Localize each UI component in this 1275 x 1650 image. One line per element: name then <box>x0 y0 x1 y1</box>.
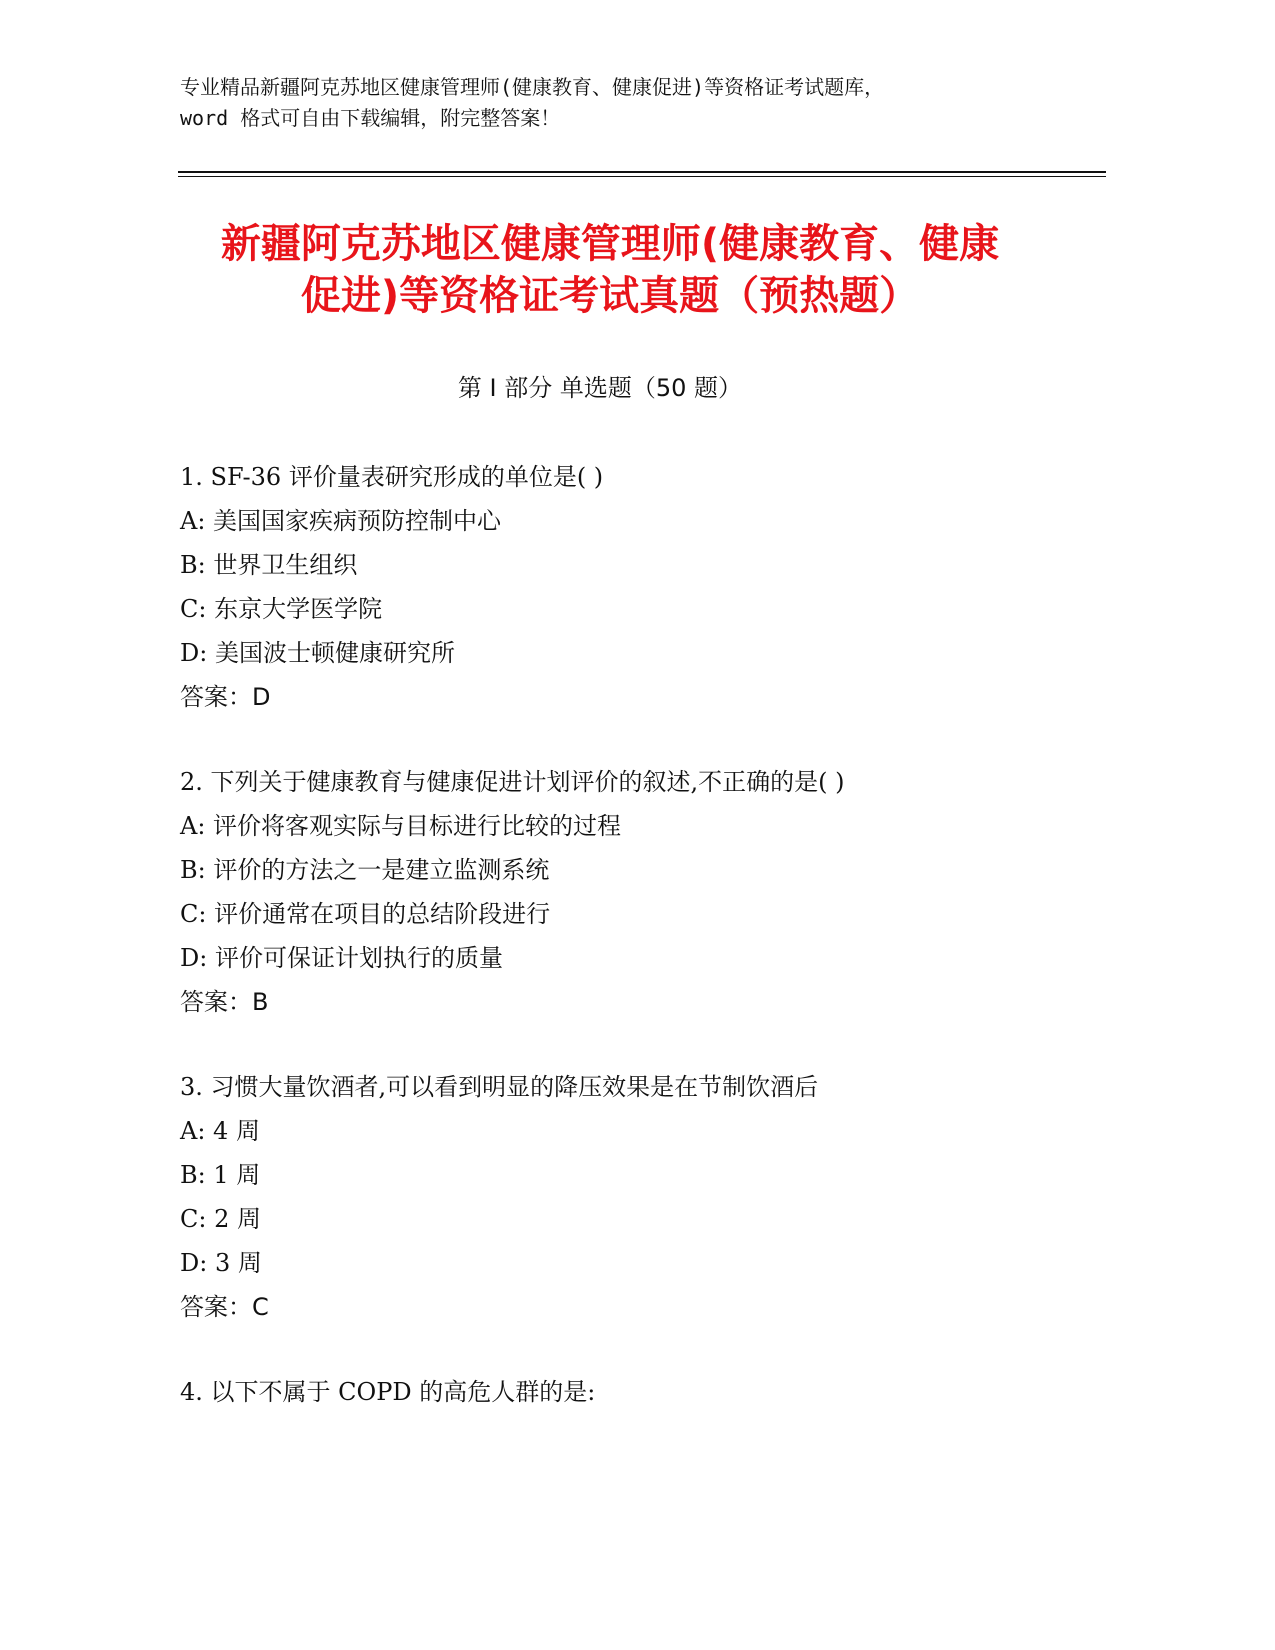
option-b: B: 1 周 <box>180 1161 261 1189</box>
header-note-line-2: word 格式可自由下载编辑，附完整答案！ <box>180 106 561 130</box>
section-heading: 第 I 部分 单选题（50 题） <box>457 374 743 402</box>
option-c: C: 东京大学医学院 <box>180 595 383 623</box>
option-b: B: 评价的方法之一是建立监测系统 <box>180 856 550 884</box>
option-d: D: 美国波士顿健康研究所 <box>180 639 455 667</box>
question-2 <box>180 760 1080 1024</box>
question-stem: 3. 习惯大量饮酒者,可以看到明显的降压效果是在节制饮酒后 <box>180 1073 819 1101</box>
document-header-note <box>180 72 1100 134</box>
answer-key: 答案：B <box>180 988 269 1016</box>
document-title <box>150 218 1070 322</box>
option-b: B: 世界卫生组织 <box>180 551 358 579</box>
question-stem: 1. SF-36 评价量表研究形成的单位是( ) <box>180 463 604 491</box>
option-d: D: 评价可保证计划执行的质量 <box>180 944 503 972</box>
option-c: C: 评价通常在项目的总结阶段进行 <box>180 900 551 928</box>
question-stem: 4. 以下不属于 COPD 的高危人群的是: <box>180 1378 596 1406</box>
question-stem: 2. 下列关于健康教育与健康促进计划评价的叙述,不正确的是( ) <box>180 768 845 796</box>
option-d: D: 3 周 <box>180 1249 262 1277</box>
question-list <box>180 455 1080 1455</box>
header-note-line-1: 专业精品新疆阿克苏地区健康管理师(健康教育、健康促进)等资格证考试题库， <box>180 75 885 99</box>
document-title-line-2: 促进)等资格证考试真题（预热题） <box>300 273 920 319</box>
answer-key: 答案：D <box>180 683 271 711</box>
header-divider-thin <box>178 176 1106 177</box>
question-4 <box>180 1370 1080 1414</box>
question-1 <box>180 455 1080 719</box>
option-a: A: 美国国家疾病预防控制中心 <box>180 507 502 535</box>
option-a: A: 4 周 <box>180 1117 260 1145</box>
document-title-line-1: 新疆阿克苏地区健康管理师(健康教育、健康 <box>220 221 1000 267</box>
answer-key: 答案：C <box>180 1293 269 1321</box>
header-divider-thick <box>178 171 1106 173</box>
option-c: C: 2 周 <box>180 1205 261 1233</box>
option-a: A: 评价将客观实际与目标进行比较的过程 <box>180 812 622 840</box>
question-3 <box>180 1065 1080 1329</box>
